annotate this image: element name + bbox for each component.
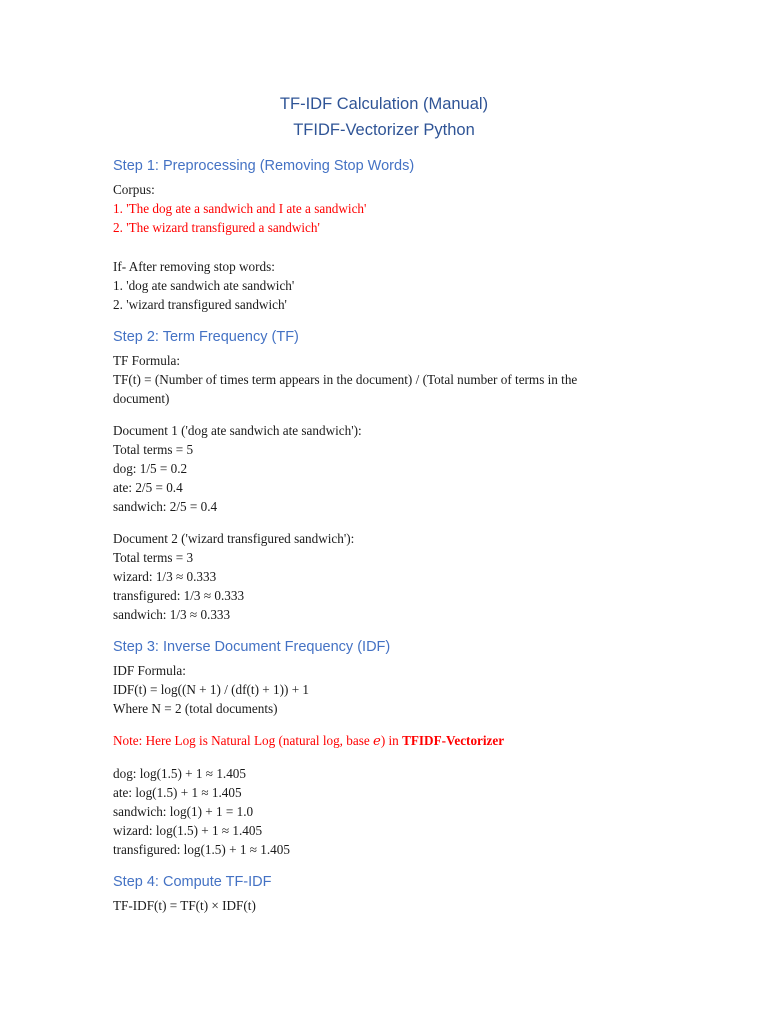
doc1-header: Document 1 ('dog ate sandwich ate sandwich'):: [113, 423, 362, 438]
doc2-total: Total terms = 3: [113, 550, 194, 565]
tf-formula-label: TF Formula:: [113, 353, 181, 368]
after-stopwords-item-2: 2. 'wizard transfigured sandwich': [113, 297, 287, 312]
step3-heading: Step 3: Inverse Document Frequency (IDF): [113, 639, 391, 655]
doc1-tf-dog: dog: 1/5 = 0.2: [113, 461, 188, 476]
corpus-item-2: 2. 'The wizard transfigured a sandwich': [113, 220, 320, 235]
idf-dog: dog: log(1.5) + 1 ≈ 1.405: [113, 766, 246, 781]
doc1-tf-sandwich: sandwich: 2/5 = 0.4: [113, 499, 218, 514]
step2-heading: Step 2: Term Frequency (TF): [113, 329, 299, 345]
after-stopwords-label: If- After removing stop words:: [113, 259, 275, 274]
idf-formula: IDF(t) = log((N + 1) / (df(t) + 1)) + 1: [113, 682, 310, 697]
step4-heading: Step 4: Compute TF-IDF: [113, 874, 272, 890]
idf-sandwich: sandwich: log(1) + 1 = 1.0: [113, 804, 254, 819]
tfidf-formula: TF-IDF(t) = TF(t) × IDF(t): [113, 898, 256, 913]
doc2-tf-wizard: wizard: 1/3 ≈ 0.333: [113, 569, 217, 584]
note-prefix: Note: Here Log is Natural Log (natural log, base: [113, 733, 374, 748]
note-vectorizer: TFIDF-Vectorizer: [402, 733, 505, 748]
natural-log-note: [113, 731, 504, 751]
doc2-tf-sandwich: sandwich: 1/3 ≈ 0.333: [113, 607, 231, 622]
note-mid: ) in: [380, 733, 403, 748]
title-line-2: TFIDF-Vectorizer Python: [293, 121, 475, 139]
step1-heading: Step 1: Preprocessing (Removing Stop Words): [113, 158, 415, 174]
idf-ate: ate: log(1.5) + 1 ≈ 1.405: [113, 785, 242, 800]
title-line-1: TF-IDF Calculation (Manual): [279, 95, 489, 113]
corpus-item-1: 1. 'The dog ate a sandwich and I ate a sandwich': [113, 201, 367, 216]
corpus-label: Corpus:: [113, 182, 155, 197]
tf-formula-line-1: TF(t) = (Number of times term appears in the document) / (Total number of terms in the: [113, 372, 578, 387]
tf-formula-line-2: document): [113, 391, 170, 406]
idf-formula-label: IDF Formula:: [113, 663, 186, 678]
after-stopwords-item-1: 1. 'dog ate sandwich ate sandwich': [113, 278, 295, 293]
idf-where: Where N = 2 (total documents): [113, 701, 278, 716]
idf-wizard: wizard: log(1.5) + 1 ≈ 1.405: [113, 823, 263, 838]
note-base-e: e: [373, 734, 381, 749]
doc1-tf-ate: ate: 2/5 = 0.4: [113, 480, 183, 495]
doc1-total: Total terms = 5: [113, 442, 194, 457]
doc2-tf-transfigured: transfigured: 1/3 ≈ 0.333: [113, 588, 245, 603]
doc2-header: Document 2 ('wizard transfigured sandwich'):: [113, 531, 355, 546]
idf-transfigured: transfigured: log(1.5) + 1 ≈ 1.405: [113, 842, 290, 857]
